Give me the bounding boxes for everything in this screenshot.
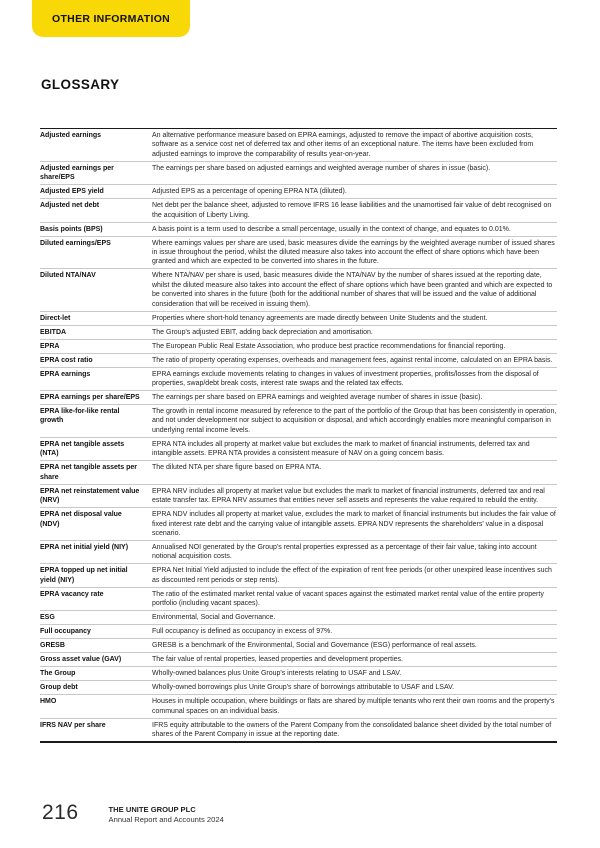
- glossary-row: [40, 129, 557, 162]
- glossary-row: [40, 718, 557, 742]
- glossary-term: Basis points (BPS): [40, 222, 152, 236]
- glossary-term: EPRA net initial yield (NIY): [40, 540, 152, 563]
- glossary-term: EPRA like-for-like rental growth: [40, 405, 152, 438]
- glossary-row: [40, 564, 557, 587]
- page-footer: [42, 801, 224, 825]
- glossary-row: [40, 508, 557, 541]
- glossary-row: [40, 353, 557, 367]
- footer-imprint: [109, 801, 224, 824]
- glossary-definition: EPRA NDV includes all property at market value, excludes the mark to market of financial instruments but includes the fair value of fixed interest rate debt and the carrying value of intangible assets. EPRA NDV represents the shareholders' value in a disposal scenario.: [152, 508, 557, 541]
- glossary-definition: The ratio of property operating expenses, overheads and management fees, against rental income, calculated on an EPRA basis.: [152, 353, 557, 367]
- glossary-definition: The earnings per share based on EPRA earnings and weighted average number of shares in issue (basic).: [152, 391, 557, 405]
- glossary-row: [40, 484, 557, 507]
- glossary-definition: EPRA NTA includes all property at market value but excludes the mark to market of financial instruments, deferred tax and intangible assets. EPRA NTA provides a consistent measure of NAV on a going concern basis.: [152, 437, 557, 460]
- glossary-term: EPRA vacancy rate: [40, 587, 152, 610]
- glossary-term: IFRS NAV per share: [40, 721, 106, 729]
- glossary-term: EPRA cost ratio: [40, 353, 152, 367]
- glossary-row: [40, 311, 557, 325]
- report-name: Annual Report and Accounts 2024: [108, 814, 224, 824]
- glossary-row: [40, 625, 557, 639]
- glossary-definition: Full occupancy is defined as occupancy in excess of 97%.: [152, 625, 557, 639]
- glossary-definition: Net debt per the balance sheet, adjusted to remove IFRS 16 lease liabilities and the unamortised fair value of debt recognised on the acquisition of Liberty Living.: [152, 199, 557, 222]
- glossary-row: [40, 540, 557, 563]
- page-title: GLOSSARY: [41, 77, 120, 92]
- glossary-row: [40, 695, 557, 718]
- glossary-term: EPRA net tangible assets (NTA): [40, 437, 152, 460]
- glossary-row: [40, 405, 557, 438]
- glossary-term: Adjusted EPS yield: [40, 185, 152, 199]
- glossary-definition: The European Public Real Estate Association, who produce best practice recommendations for financial reporting.: [152, 339, 557, 353]
- glossary-definition: The earnings per share based on adjusted earnings and weighted average number of shares in issue (basic).: [152, 161, 557, 184]
- glossary-definition: EPRA Net Initial Yield adjusted to include the effect of the expiration of rent free periods (or other unexpired lease incentives such as discounted rent periods or step rents).: [152, 564, 557, 587]
- section-tag: [32, 0, 190, 37]
- glossary-term: HMO: [40, 695, 152, 718]
- glossary-definition: Annualised NOI generated by the Group's rental properties expressed as a percentage of their fair value, taking into account notional acquisition costs.: [152, 540, 557, 563]
- glossary-definition: The Group's adjusted EBIT, adding back depreciation and amortisation.: [152, 325, 557, 339]
- glossary-definition: The diluted NTA per share figure based on EPRA NTA.: [152, 461, 557, 484]
- glossary-row: [40, 325, 557, 339]
- glossary-term: EPRA: [40, 339, 152, 353]
- glossary-term: EPRA net reinstatement value (NRV): [40, 484, 152, 507]
- glossary-definition: EPRA NRV includes all property at market value but excludes the mark to market of financial instruments, deferred tax and real estate transfer tax. EPRA NRV assumes that entities never sell assets and represents the value required to rebuild the entity.: [152, 484, 557, 507]
- glossary-definition: The fair value of rental properties, leased properties and development properties.: [152, 653, 557, 667]
- glossary-definition: GRESB is a benchmark of the Environmental, Social and Governance (ESG) performance of real assets.: [152, 639, 557, 653]
- glossary-definition: Properties where short-hold tenancy agreements are made directly between Unite Students and the student.: [152, 311, 557, 325]
- glossary-definition: The ratio of the estimated market rental value of vacant spaces against the estimated market rental value of the entire property portfolio (including vacant spaces).: [152, 587, 557, 610]
- glossary-row: [40, 587, 557, 610]
- glossary-term: The Group: [40, 667, 152, 681]
- glossary-row: [40, 639, 557, 653]
- glossary-term: Full occupancy: [40, 625, 152, 639]
- glossary-definition: An alternative performance measure based on EPRA earnings, adjusted to remove the impact of abortive acquisition costs, software as a service cost net of deferred tax and other items of an exceptional nature. The items have been excluded from adjusted earnings to improve the comparability of results year-on-year.: [152, 129, 557, 162]
- glossary-term: EPRA earnings: [40, 367, 152, 390]
- glossary-row: [40, 269, 557, 311]
- glossary-row: [40, 222, 557, 236]
- glossary-row: [40, 236, 557, 269]
- section-tag-label: OTHER INFORMATION: [52, 12, 171, 25]
- glossary-definition: Environmental, Social and Governance.: [152, 611, 557, 625]
- company-name: THE UNITE GROUP PLC: [108, 805, 196, 814]
- glossary-definition: Adjusted EPS as a percentage of opening EPRA NTA (diluted).: [152, 185, 557, 199]
- glossary-row: [40, 681, 557, 695]
- page-number: 216: [42, 801, 79, 824]
- glossary-definition: Wholly-owned borrowings plus Unite Group's share of borrowings attributable to USAF and LSAV.: [152, 681, 557, 695]
- glossary-term: Diluted earnings/EPS: [40, 236, 152, 269]
- glossary-row: [40, 667, 557, 681]
- glossary-definition: Where NTA/NAV per share is used, basic measures divide the NTA/NAV by the number of shares issued at the reporting date, whilst the diluted measure also takes into account the effect of share options which have been granted and which are expected to be converted into shares in the future (both for the additional number of shares that will be issued and the value of additional consideration that will be received in issuing them).: [152, 269, 557, 311]
- glossary-term: EBITDA: [40, 325, 152, 339]
- glossary-row: [40, 199, 557, 222]
- glossary-term: EPRA earnings per share/EPS: [40, 391, 152, 405]
- glossary-table: [40, 128, 557, 743]
- glossary-row: [40, 437, 557, 460]
- glossary-term: EPRA net disposal value (NDV): [40, 508, 152, 541]
- glossary-term: EPRA topped up net initial yield (NIY): [40, 564, 152, 587]
- glossary-table-body: [40, 129, 557, 742]
- glossary-term: ESG: [40, 611, 152, 625]
- glossary-term: Gross asset value (GAV): [40, 653, 152, 667]
- glossary-row: [40, 161, 557, 184]
- glossary-term: EPRA net tangible assets per share: [40, 461, 152, 484]
- glossary-term: Adjusted earnings: [40, 129, 152, 162]
- glossary-term: Adjusted net debt: [40, 199, 152, 222]
- glossary-term: Adjusted earnings per share/EPS: [40, 161, 152, 184]
- glossary-row: [40, 461, 557, 484]
- glossary-definition: Where earnings values per share are used, basic measures divide the earnings by the weighted average number of issued shares in issue throughout the period, whilst the diluted measure also takes into account the effect of share options which have been granted and which are expected to be converted into shares in the future.: [152, 236, 557, 269]
- glossary-row: [40, 367, 557, 390]
- glossary-term: Direct-let: [40, 311, 152, 325]
- glossary-row: [40, 611, 557, 625]
- glossary-row: [40, 339, 557, 353]
- glossary-term: Diluted NTA/NAV: [40, 269, 152, 311]
- glossary-definition: IFRS equity attributable to the owners of the Parent Company from the consolidated balance sheet divided by the total number of shares of the Parent Company in issue at the reporting date.: [152, 721, 552, 738]
- glossary-definition: EPRA earnings exclude movements relating to changes in values of investment properties, profits/losses from the disposal of properties, swap/debt break costs, interest rate swaps and the related tax effects.: [152, 367, 557, 390]
- glossary-definition: The growth in rental income measured by reference to the part of the portfolio of the Group that has been consistently in operation, and not under development nor subject to acquisition or disposal, and which accordingly enables more meaningful comparison in underlying rental income levels.: [152, 405, 557, 438]
- glossary-row: [40, 185, 557, 199]
- glossary-term: GRESB: [40, 639, 152, 653]
- glossary-definition: Houses in multiple occupation, where buildings or flats are shared by multiple tenants who rent their own rooms and the property's communal spaces on an individual basis.: [152, 695, 557, 718]
- glossary-definition: A basis point is a term used to describe a small percentage, usually in the context of change, and equates to 0.01%.: [152, 222, 557, 236]
- glossary-row: [40, 653, 557, 667]
- glossary-term: Group debt: [40, 681, 152, 695]
- glossary-definition: Wholly-owned balances plus Unite Group's interests relating to USAF and LSAV.: [152, 667, 557, 681]
- glossary-row: [40, 391, 557, 405]
